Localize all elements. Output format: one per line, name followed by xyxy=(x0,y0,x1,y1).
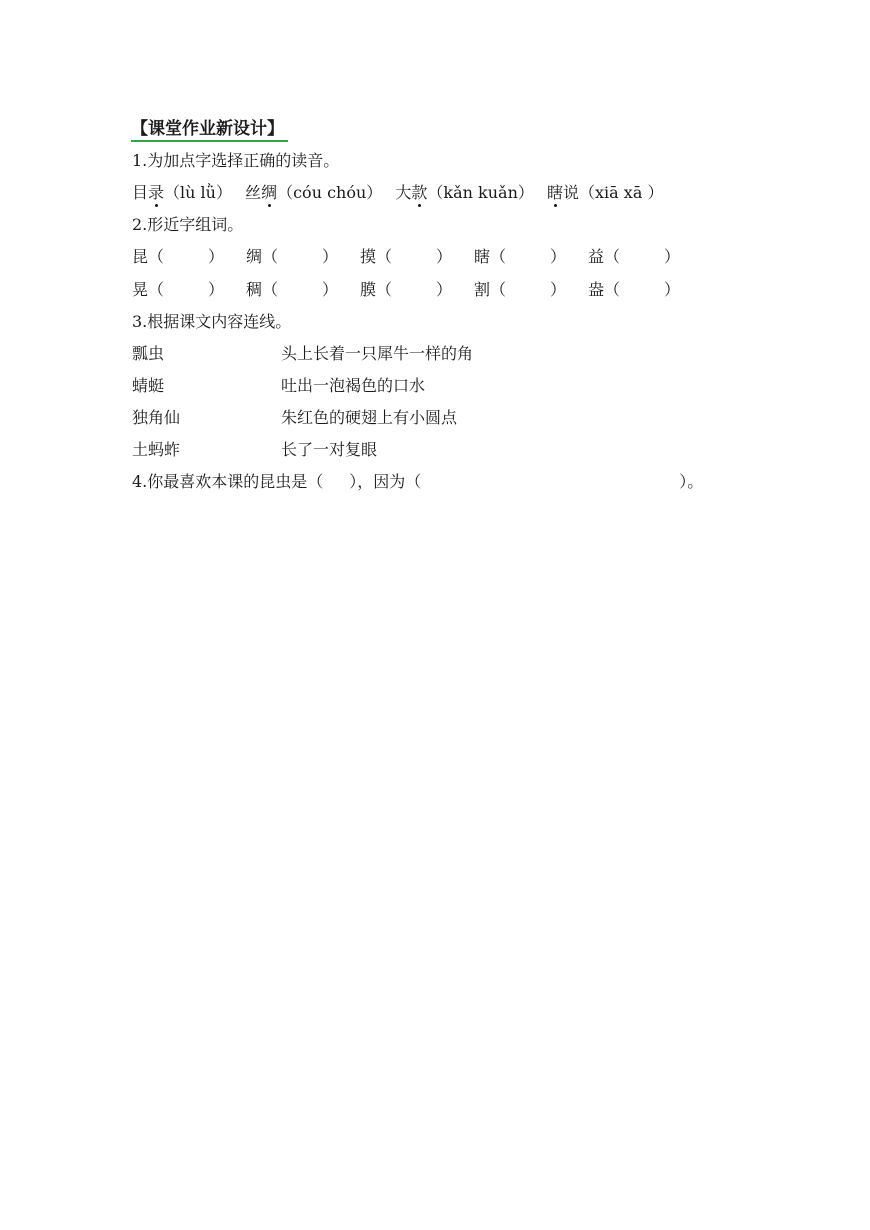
q2-char: 稠 xyxy=(246,280,263,299)
q4-prompt: 4.你最喜欢本课的昆虫是（ xyxy=(132,472,324,491)
q2-item xyxy=(246,277,338,300)
q2-title: 2.形近字组词。 xyxy=(132,215,244,234)
q2-close: ） xyxy=(208,280,225,299)
q1-char: 大 xyxy=(395,183,412,202)
q3-insect: 土蚂蚱 xyxy=(132,440,181,459)
q2-close: ） xyxy=(322,280,339,299)
q2-char: 瞎 xyxy=(474,247,491,266)
q1-dotted-char: 瞎 xyxy=(547,180,563,203)
q2-open: （ xyxy=(148,247,165,266)
q2-item xyxy=(588,244,680,267)
q4-line xyxy=(132,469,703,492)
q3-title: 3.根据课文内容连线。 xyxy=(132,312,292,331)
q2-item xyxy=(132,244,224,267)
q2-close: ） xyxy=(550,280,567,299)
q3-insect: 蜻蜓 xyxy=(132,376,165,395)
q3-description: 朱红色的硬翅上有小圆点 xyxy=(281,408,458,427)
q1-dotted-char: 录 xyxy=(148,180,164,203)
q2-char: 摸 xyxy=(360,247,377,266)
q2-open: （ xyxy=(376,247,393,266)
q2-item xyxy=(588,277,680,300)
q4-end: ）。 xyxy=(679,472,704,491)
q2-close: ） xyxy=(664,280,681,299)
q2-close: ） xyxy=(550,247,567,266)
q1-item xyxy=(547,180,663,203)
q2-item xyxy=(246,244,338,267)
q2-item xyxy=(132,277,224,300)
q2-close: ） xyxy=(208,247,225,266)
q2-item xyxy=(474,244,566,267)
q2-char: 昆 xyxy=(132,247,149,266)
q3-description: 长了一对复眼 xyxy=(281,440,378,459)
q2-open: （ xyxy=(148,280,165,299)
q2-item xyxy=(474,277,566,300)
q1-title: 1.为加点字选择正确的读音。 xyxy=(132,151,340,170)
q1-pinyin: （cóu chóu） xyxy=(277,183,383,202)
q2-char: 晃 xyxy=(132,280,149,299)
q2-open: （ xyxy=(604,247,621,266)
q3-insect: 独角仙 xyxy=(132,408,181,427)
q1-pinyin: （kǎn kuǎn） xyxy=(427,183,534,202)
q1-pinyin: （xiā xā ） xyxy=(579,183,664,202)
q1-pinyin: （lù lǜ） xyxy=(164,183,232,202)
q1-item xyxy=(132,180,232,203)
q4-reason-label: ），因为（ xyxy=(349,472,422,491)
section-heading: 【课堂作业新设计】 xyxy=(131,114,288,142)
q2-open: （ xyxy=(376,280,393,299)
q1-char: 说 xyxy=(563,183,580,202)
q1-dotted-char: 款 xyxy=(411,180,427,203)
q3-description: 头上长着一只犀牛一样的角 xyxy=(281,344,474,363)
q1-dotted-char: 绸 xyxy=(261,180,277,203)
q3-description: 吐出一泡褐色的口水 xyxy=(281,376,426,395)
q1-items xyxy=(132,180,663,203)
q2-open: （ xyxy=(490,280,507,299)
q2-char: 膜 xyxy=(360,280,377,299)
q1-char: 目 xyxy=(132,183,149,202)
q2-open: （ xyxy=(262,247,279,266)
q2-open: （ xyxy=(490,247,507,266)
q2-item xyxy=(360,277,452,300)
q2-close: ） xyxy=(322,247,339,266)
q2-open: （ xyxy=(604,280,621,299)
q1-item xyxy=(245,180,382,203)
q2-char: 割 xyxy=(474,280,491,299)
q2-char: 绸 xyxy=(246,247,263,266)
q2-close: ） xyxy=(436,247,453,266)
q1-item xyxy=(395,180,534,203)
q2-item xyxy=(360,244,452,267)
q2-open: （ xyxy=(262,280,279,299)
q2-close: ） xyxy=(436,280,453,299)
q1-char: 丝 xyxy=(245,183,262,202)
q2-close: ） xyxy=(664,247,681,266)
q3-insect: 瓢虫 xyxy=(132,344,165,363)
q2-char: 盎 xyxy=(588,280,605,299)
q2-char: 益 xyxy=(588,247,605,266)
